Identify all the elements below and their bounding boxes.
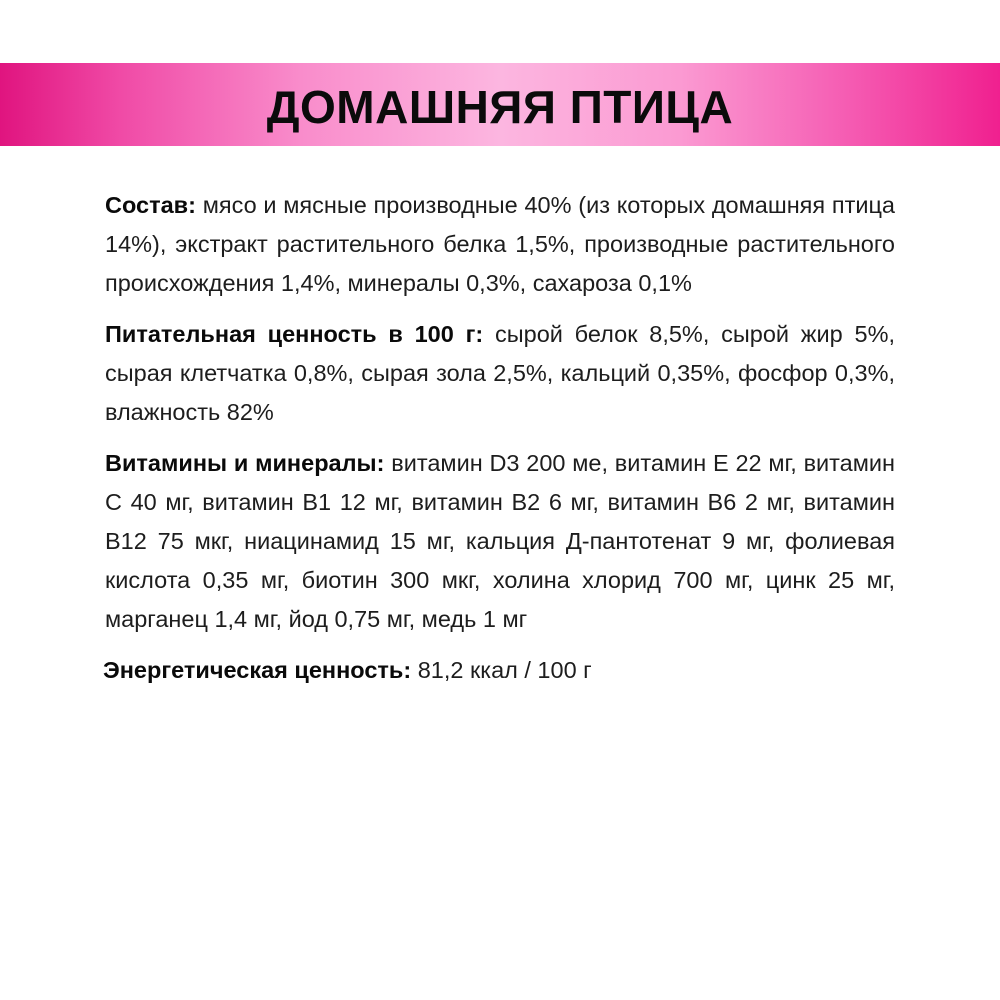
energy-text: 81,2 ккал / 100 г [417, 657, 592, 683]
nutrition-paragraph [105, 315, 895, 432]
vitamins-label: Витамины и минералы: [105, 450, 385, 476]
product-info [105, 186, 895, 702]
title-banner [0, 63, 1000, 146]
composition-label: Состав: [105, 192, 196, 218]
vitamins-text: витамин D3 200 ме, витамин Е 22 мг, витамин С 40 мг, витамин В1 12 мг, витамин В2 6 мг, витамин В6 2 мг, витамин В12 75 мкг, ниацинамид 15 мг, кальция Д-пантотенат 9 мг, фолиевая кислота 0,35 мг, биотин 300 мкг, холина хлорид 700 мг, цинк 25 мг, марганец 1,4 мг, йод 0,75 мг, медь 1 мг [105, 450, 896, 632]
nutrition-label: Питательная ценность в 100 г: [105, 321, 484, 347]
page-title: ДОМАШНЯЯ ПТИЦА [266, 80, 734, 133]
composition-paragraph [105, 186, 895, 303]
energy-label: Энергетическая ценность: [103, 657, 412, 683]
nutrition-text: сырой белок 8,5%, сырой жир 5%, сырая клетчатка 0,8%, сырая зола 2,5%, кальций 0,35%, фосфор 0,3%, влажность 82% [105, 321, 895, 425]
composition-text: мясо и мясные производные 40% (из которых домашняя птица 14%), экстракт растительного белка 1,5%, производные растительного происхождения 1,4%, минералы 0,3%, сахароза 0,1% [105, 192, 895, 296]
energy-paragraph [103, 651, 895, 690]
vitamins-paragraph [105, 444, 895, 639]
